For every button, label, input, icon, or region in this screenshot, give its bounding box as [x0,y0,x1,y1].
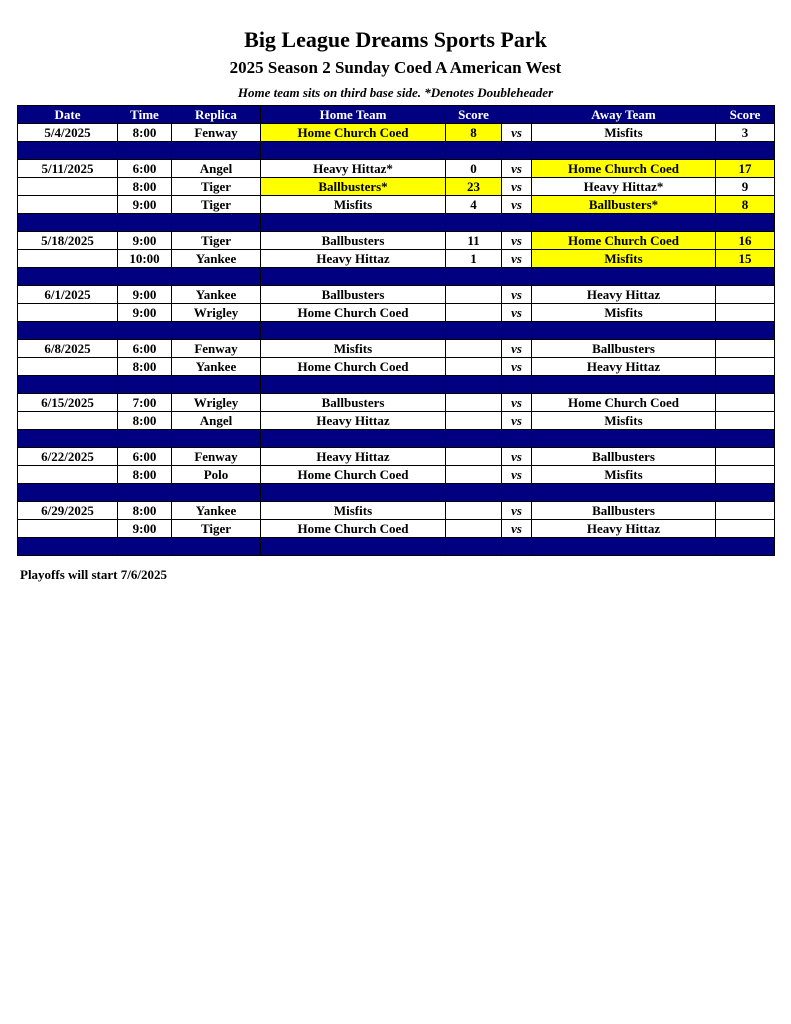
away-team-cell: Misfits [532,124,716,142]
table-row [18,358,775,376]
home-score-cell [446,304,502,322]
separator-row [18,430,775,448]
away-score-cell [716,502,775,520]
separator-cell [172,484,261,502]
vs-label: vs [502,340,532,358]
date-cell: 5/11/2025 [18,160,118,178]
table-row [18,196,775,214]
separator-cell [716,484,775,502]
table-row [18,466,775,484]
separator-cell [18,268,118,286]
time-cell: 10:00 [118,250,172,268]
replica-cell: Yankee [172,502,261,520]
date-cell: 6/8/2025 [18,340,118,358]
table-row [18,124,775,142]
away-score-cell: 3 [716,124,775,142]
separator-cell [172,142,261,160]
replica-cell: Fenway [172,124,261,142]
table-row [18,178,775,196]
replica-cell: Polo [172,466,261,484]
separator-cell [172,214,261,232]
time-cell: 8:00 [118,358,172,376]
replica-cell: Yankee [172,358,261,376]
home-score-cell: 1 [446,250,502,268]
date-cell [18,412,118,430]
replica-cell: Tiger [172,232,261,250]
replica-cell: Tiger [172,196,261,214]
separator-cell [18,538,118,556]
header-row [18,106,775,124]
separator-cell [502,430,532,448]
home-team-cell: Misfits [261,340,446,358]
vs-label: vs [502,250,532,268]
time-cell: 8:00 [118,412,172,430]
separator-cell [172,430,261,448]
col-header-vs [502,106,532,124]
home-team-cell: Home Church Coed [261,124,446,142]
replica-cell: Yankee [172,250,261,268]
header-note: Home team sits on third base side. *Denotes Doubleheader [237,85,554,100]
replica-cell: Yankee [172,286,261,304]
table-row [18,286,775,304]
home-score-cell [446,412,502,430]
separator-cell [261,142,446,160]
separator-cell [446,322,502,340]
home-score-cell: 4 [446,196,502,214]
home-score-cell: 11 [446,232,502,250]
away-team-cell: Home Church Coed [532,394,716,412]
away-team-cell: Ballbusters [532,502,716,520]
time-cell: 6:00 [118,160,172,178]
away-team-cell: Heavy Hittaz [532,520,716,538]
vs-label: vs [502,394,532,412]
separator-row [18,538,775,556]
col-header-home-score: Score [446,106,502,124]
time-cell: 8:00 [118,178,172,196]
separator-cell [118,376,172,394]
home-score-cell: 0 [446,160,502,178]
time-cell: 8:00 [118,502,172,520]
vs-label: vs [502,196,532,214]
separator-row [18,322,775,340]
playoffs-note: Playoffs will start 7/6/2025 [20,567,167,582]
home-score-cell [446,358,502,376]
separator-cell [118,322,172,340]
away-score-cell: 9 [716,178,775,196]
away-team-cell: Heavy Hittaz [532,358,716,376]
vs-label: vs [502,304,532,322]
home-team-cell: Heavy Hittaz [261,448,446,466]
home-team-cell: Heavy Hittaz [261,250,446,268]
date-cell: 6/22/2025 [18,448,118,466]
col-header-time: Time [118,106,172,124]
separator-cell [172,538,261,556]
separator-cell [18,322,118,340]
away-score-cell [716,286,775,304]
date-cell [18,466,118,484]
page-subtitle: 2025 Season 2 Sunday Coed A American West [229,58,562,77]
table-row [18,394,775,412]
away-score-cell [716,340,775,358]
page-title: Big League Dreams Sports Park [244,27,547,52]
time-cell: 9:00 [118,520,172,538]
away-score-cell [716,466,775,484]
vs-label: vs [502,232,532,250]
date-cell: 6/15/2025 [18,394,118,412]
separator-cell [502,142,532,160]
table-row [18,448,775,466]
separator-cell [261,538,446,556]
away-score-cell: 16 [716,232,775,250]
home-team-cell: Ballbusters* [261,178,446,196]
vs-label: vs [502,466,532,484]
separator-cell [118,484,172,502]
date-cell: 5/18/2025 [18,232,118,250]
separator-cell [532,268,716,286]
vs-label: vs [502,178,532,196]
time-cell: 8:00 [118,466,172,484]
separator-row [18,214,775,232]
date-cell: 5/4/2025 [18,124,118,142]
separator-cell [532,214,716,232]
separator-cell [118,214,172,232]
separator-cell [716,430,775,448]
separator-cell [172,322,261,340]
home-team-cell: Ballbusters [261,286,446,304]
separator-cell [532,538,716,556]
col-header-away-score: Score [716,106,775,124]
date-cell [18,358,118,376]
date-cell [18,178,118,196]
schedule-table [17,105,775,556]
vs-label: vs [502,412,532,430]
separator-cell [446,376,502,394]
replica-cell: Wrigley [172,304,261,322]
separator-row [18,484,775,502]
away-score-cell: 8 [716,196,775,214]
date-cell [18,304,118,322]
away-score-cell [716,304,775,322]
separator-cell [446,484,502,502]
home-score-cell [446,520,502,538]
time-cell: 6:00 [118,340,172,358]
separator-cell [172,268,261,286]
separator-cell [502,538,532,556]
table-row [18,340,775,358]
separator-cell [502,268,532,286]
separator-cell [18,142,118,160]
table-row [18,160,775,178]
separator-cell [446,538,502,556]
time-cell: 9:00 [118,232,172,250]
col-header-away-team: Away Team [532,106,716,124]
separator-cell [172,376,261,394]
replica-cell: Wrigley [172,394,261,412]
time-cell: 9:00 [118,304,172,322]
separator-cell [716,322,775,340]
separator-cell [532,142,716,160]
home-score-cell: 23 [446,178,502,196]
vs-label: vs [502,448,532,466]
home-score-cell [446,448,502,466]
separator-cell [261,376,446,394]
separator-cell [18,484,118,502]
replica-cell: Tiger [172,178,261,196]
table-row [18,250,775,268]
col-header-home-team: Home Team [261,106,446,124]
time-cell: 7:00 [118,394,172,412]
home-score-cell [446,502,502,520]
separator-cell [18,430,118,448]
home-score-cell [446,286,502,304]
vs-label: vs [502,358,532,376]
away-team-cell: Home Church Coed [532,160,716,178]
home-team-cell: Home Church Coed [261,304,446,322]
separator-cell [261,484,446,502]
vs-label: vs [502,502,532,520]
away-score-cell [716,520,775,538]
home-score-cell [446,466,502,484]
separator-cell [532,430,716,448]
home-score-cell [446,340,502,358]
table-row [18,520,775,538]
col-header-date: Date [18,106,118,124]
separator-cell [261,268,446,286]
time-cell: 8:00 [118,124,172,142]
separator-cell [716,376,775,394]
home-score-cell [446,394,502,412]
date-cell: 6/1/2025 [18,286,118,304]
separator-row [18,142,775,160]
time-cell: 9:00 [118,286,172,304]
date-cell [18,196,118,214]
home-team-cell: Heavy Hittaz [261,412,446,430]
separator-cell [716,214,775,232]
vs-label: vs [502,160,532,178]
vs-label: vs [502,286,532,304]
separator-cell [261,214,446,232]
away-score-cell [716,394,775,412]
away-score-cell [716,358,775,376]
col-header-replica: Replica [172,106,261,124]
separator-cell [261,322,446,340]
away-team-cell: Ballbusters [532,448,716,466]
separator-cell [261,430,446,448]
vs-label: vs [502,124,532,142]
separator-cell [532,376,716,394]
replica-cell: Angel [172,412,261,430]
separator-cell [118,538,172,556]
home-team-cell: Home Church Coed [261,466,446,484]
separator-cell [716,268,775,286]
away-score-cell [716,412,775,430]
away-team-cell: Heavy Hittaz* [532,178,716,196]
away-team-cell: Misfits [532,466,716,484]
separator-cell [502,376,532,394]
home-team-cell: Home Church Coed [261,358,446,376]
away-score-cell: 17 [716,160,775,178]
replica-cell: Angel [172,160,261,178]
table-row [18,304,775,322]
separator-cell [446,430,502,448]
separator-cell [532,322,716,340]
separator-cell [716,538,775,556]
away-team-cell: Ballbusters [532,340,716,358]
separator-cell [446,214,502,232]
separator-cell [118,268,172,286]
time-cell: 9:00 [118,196,172,214]
separator-cell [502,214,532,232]
separator-cell [18,214,118,232]
separator-cell [716,142,775,160]
away-team-cell: Ballbusters* [532,196,716,214]
home-team-cell: Misfits [261,502,446,520]
replica-cell: Fenway [172,340,261,358]
away-team-cell: Heavy Hittaz [532,286,716,304]
home-team-cell: Home Church Coed [261,520,446,538]
time-cell: 6:00 [118,448,172,466]
separator-cell [118,430,172,448]
separator-cell [18,376,118,394]
schedule-body [18,124,775,556]
away-team-cell: Home Church Coed [532,232,716,250]
table-row [18,232,775,250]
away-team-cell: Misfits [532,304,716,322]
separator-cell [502,322,532,340]
table-row [18,502,775,520]
separator-row [18,376,775,394]
date-cell: 6/29/2025 [18,502,118,520]
table-row [18,412,775,430]
separator-cell [532,484,716,502]
away-team-cell: Misfits [532,250,716,268]
home-team-cell: Heavy Hittaz* [261,160,446,178]
separator-cell [446,142,502,160]
separator-cell [502,484,532,502]
replica-cell: Tiger [172,520,261,538]
separator-row [18,268,775,286]
separator-cell [446,268,502,286]
home-team-cell: Ballbusters [261,232,446,250]
away-team-cell: Misfits [532,412,716,430]
home-team-cell: Misfits [261,196,446,214]
home-score-cell: 8 [446,124,502,142]
date-cell [18,520,118,538]
away-score-cell [716,448,775,466]
separator-cell [118,142,172,160]
vs-label: vs [502,520,532,538]
replica-cell: Fenway [172,448,261,466]
date-cell [18,250,118,268]
away-score-cell: 15 [716,250,775,268]
home-team-cell: Ballbusters [261,394,446,412]
